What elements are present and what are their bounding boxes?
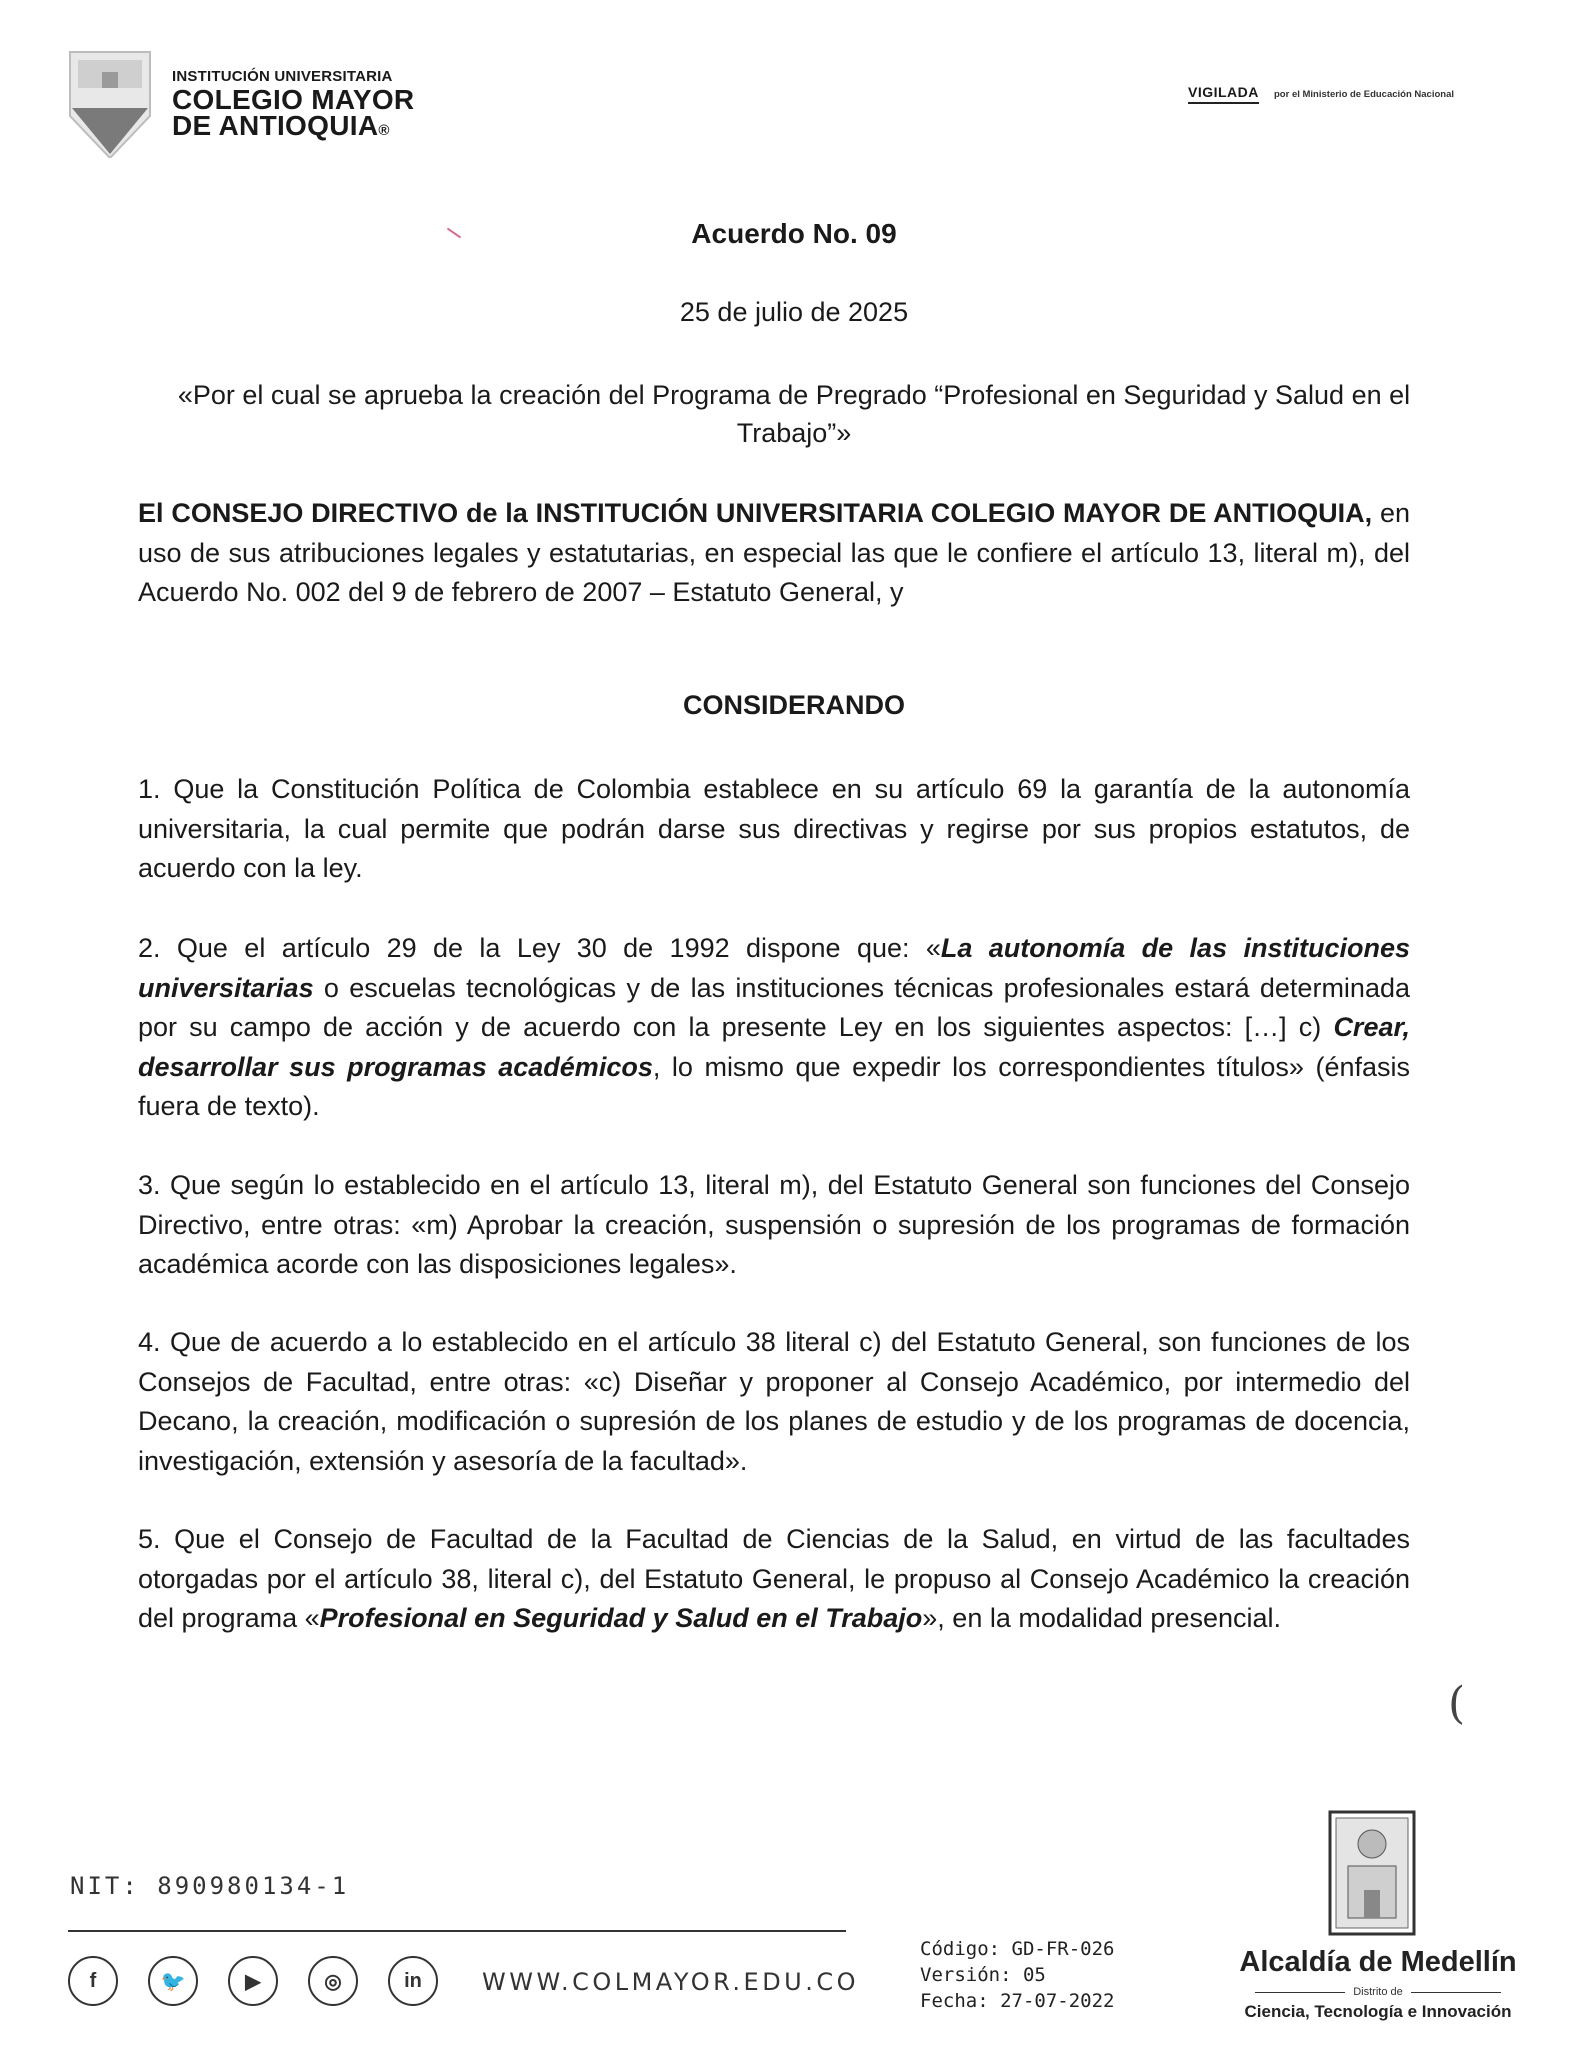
margin-mark: ( [1448, 1678, 1466, 1729]
ministerio-label: por el Ministerio de Educación Nacional [1274, 89, 1455, 100]
document-title: Acuerdo No. 09 [691, 218, 897, 249]
medellin-seal [1328, 1810, 1416, 1936]
institution-name-line1: COLEGIO MAYOR [172, 84, 415, 115]
twitter-icon[interactable]: 🐦 [148, 1956, 198, 2006]
paragraph-3: 3. Que según lo establecido en el artículo 13, literal m), del Estatuto General son funciones del Consejo Directivo, entre otras: «m) Aprobar la creación, suspensión o supresión de los programas de formación académica acorde con las disposiciones legales». [138, 1170, 1410, 1279]
fecha-label: Fecha: 27-07-2022 [920, 1990, 1115, 2012]
footer-divider [68, 1930, 846, 1932]
alcaldia-label: Alcaldía de Medellín [1239, 1946, 1517, 1978]
version-label: Versión: 05 [920, 1964, 1046, 1986]
paragraph-4: 4. Que de acuerdo a lo establecido en el artículo 38 literal c) del Estatuto General, son funciones de los Consejos de Facultad, entre otras: «c) Diseñar y proponer al Consejo Académico, por intermedio del Decano, la creación, modificación o supresión de los planes de estudio y de los programas de docencia, investigación, extensión y asesoría de la facultad». [138, 1327, 1410, 1476]
intro-paragraph: El CONSEJO DIRECTIVO de la INSTITUCIÓN UNIVERSITARIA COLEGIO MAYOR DE ANTIOQUIA, en uso de sus atribuciones legales y estatutarias, en especial las que le confiere el artículo 13, literal m), del Acuerdo No. 002 del 9 de febrero de 2007 – Estatuto General, y [138, 498, 1410, 607]
vigilada-label: VIGILADA [1188, 84, 1259, 104]
document-subject: «Por el cual se aprueba la creación del Programa de Pregrado “Profesional en Seguridad y Salud en el Trabajo”» [177, 380, 1411, 448]
paragraph-1: 1. Que la Constitución Política de Colombia establece en su artículo 69 la garantía de la autonomía universitaria, la cual permite que podrán darse sus directivas y regirse por sus propios estatutos, de acuerdo con la ley. [138, 774, 1410, 883]
institution-label: INSTITUCIÓN UNIVERSITARIA [172, 68, 393, 85]
paragraph-2: 2. Que el artículo 29 de la Ley 30 de 1992 dispone que: «La autonomía de las instituciones universitarias o escuelas tecnológicas y de las instituciones técnicas profesionales estará determinada por su campo de acción y de acuerdo con la presente Ley en los siguientes aspectos: […] c) Crear, desarrollar sus programas académicos, lo mismo que expedir los correspondientes títulos» (énfasis fuera de texto). [138, 933, 1410, 1121]
codigo-label: Código: GD-FR-026 [920, 1938, 1115, 1960]
linkedin-icon[interactable]: in [388, 1956, 438, 2006]
social-icons [68, 1956, 438, 2006]
facebook-icon[interactable]: f [68, 1956, 118, 2006]
distrito-label: Distrito de [1228, 1986, 1528, 1998]
paragraph-5: 5. Que el Consejo de Facultad de la Facultad de Ciencias de la Salud, en virtud de las facultades otorgadas por el artículo 38, literal c), del Estatuto General, le propuso al Consejo Académico la creación del programa «Profesional en Seguridad y Salud en el Trabajo», en la modalidad presencial. [138, 1524, 1410, 1633]
document-date: 25 de julio de 2025 [679, 297, 909, 327]
document-codes [920, 1936, 1114, 2014]
institution-logo [62, 46, 158, 158]
considerando-heading: CONSIDERANDO [682, 690, 905, 720]
institution-name-line2: DE ANTIOQUIA® [172, 110, 390, 141]
website-link[interactable]: WWW.COLMAYOR.EDU.CO [482, 1968, 860, 1996]
ciencia-label: Ciencia, Tecnología e Innovación [1244, 2002, 1512, 2021]
instagram-icon[interactable]: ◎ [308, 1956, 358, 2006]
nit-label: NIT: 890980134-1 [70, 1872, 350, 1900]
youtube-icon[interactable]: ▶ [228, 1956, 278, 2006]
